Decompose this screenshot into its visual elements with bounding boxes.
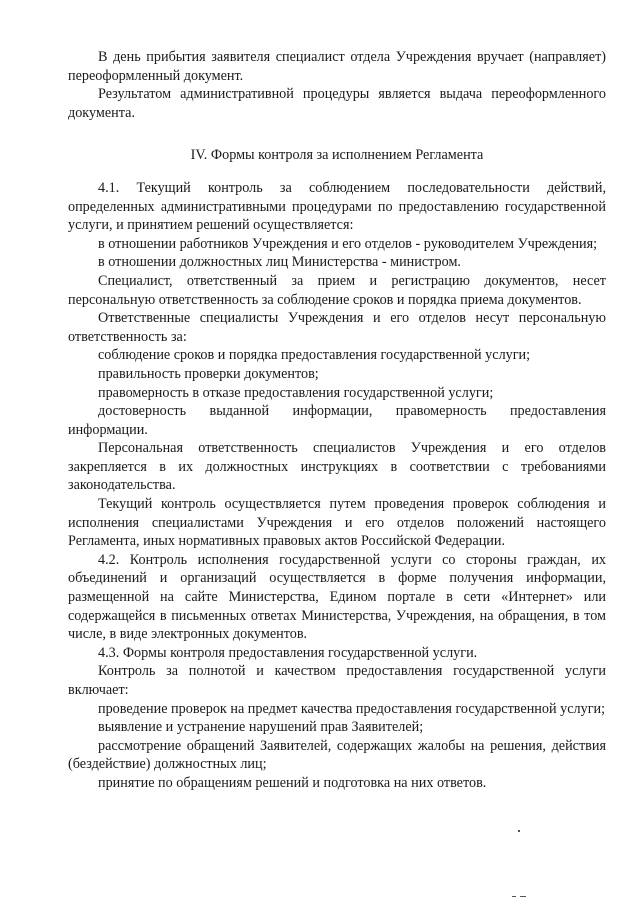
paragraph-current-control: Текущий контроль осуществляется путем проведения проверок соблюдения и исполнения специалистами Учреждения и его отделов положений настоящего Регламента, иных нормативных правовых актов Российской Федерации. [68,496,606,550]
list-item-refusal: правомерность в отказе предоставления государственной услуги; [98,384,494,401]
list-item-reliability: достоверность выданной информации, правомерность предоставления информации. [68,403,606,438]
list-item-responses: принятие по обращениям решений и подготовка на них ответов. [98,774,487,791]
scan-speck [518,830,520,832]
paragraph-quality-control: Контроль за полнотой и качеством предоставления государственной услуги включает: [68,663,606,698]
paragraph-4-1: 4.1. Текущий контроль за соблюдением последовательности действий, определенных административными процедурами по предоставлению государственной услуги, и принятием решений осуществляется: [68,179,606,234]
list-item-complaints: рассмотрение обращений Заявителей, содержащих жалобы на решения, действия (бездействие) должностных лиц; [68,737,606,773]
list-item-verification: правильность проверки документов; [98,365,319,382]
document-page [68,48,606,793]
paragraph-personal-responsibility: Персональная ответственность специалистов Учреждения и его отделов закрепляется в их должностных инструкциях в соответствии с требованиями законодательства. [68,440,606,494]
scan-speck [512,896,516,897]
paragraph-4-2: 4.2. Контроль исполнения государственной услуги со стороны граждан, их объединений и организаций осуществляется в форме получения информации, размещенной на сайте Министерства, Едином портале в сети «Интернет» или содержащейся в письменных ответах Министерства, Учреждения, на обращения, в том числе, в виде электронных документов. [68,551,606,643]
paragraph-issuance: В день прибытия заявителя специалист отдела Учреждения вручает (направляет) переоформленный документ. [68,49,606,84]
paragraph-4-3: 4.3. Формы контроля предоставления государственной услуги. [98,644,478,661]
paragraph-ministry-officials: в отношении должностных лиц Министерства - министром. [98,254,461,271]
list-item-inspections: проведение проверок на предмет качества предоставления государственной услуги; [98,700,606,717]
section-heading: IV. Формы контроля за исполнением Регламента [190,147,484,164]
paragraph-result: Результатом административной процедуры является выдача переоформленного документа. [68,86,606,121]
list-item-deadlines: соблюдение сроков и порядка предоставления государственной услуги; [98,347,531,364]
paragraph-responsible-specialists: Ответственные специалисты Учреждения и его отделов несут персональную ответственность за: [68,310,606,345]
paragraph-registration-specialist: Специалист, ответственный за прием и регистрацию документов, несет персональную ответственность за соблюдение сроков и порядка приема документов. [68,272,606,308]
paragraph-institution-staff: в отношении работников Учреждения и его отделов - руководителем Учреждения; [98,235,598,252]
list-item-violations: выявление и устранение нарушений прав Заявителей; [98,719,424,736]
scan-speck [520,896,526,897]
